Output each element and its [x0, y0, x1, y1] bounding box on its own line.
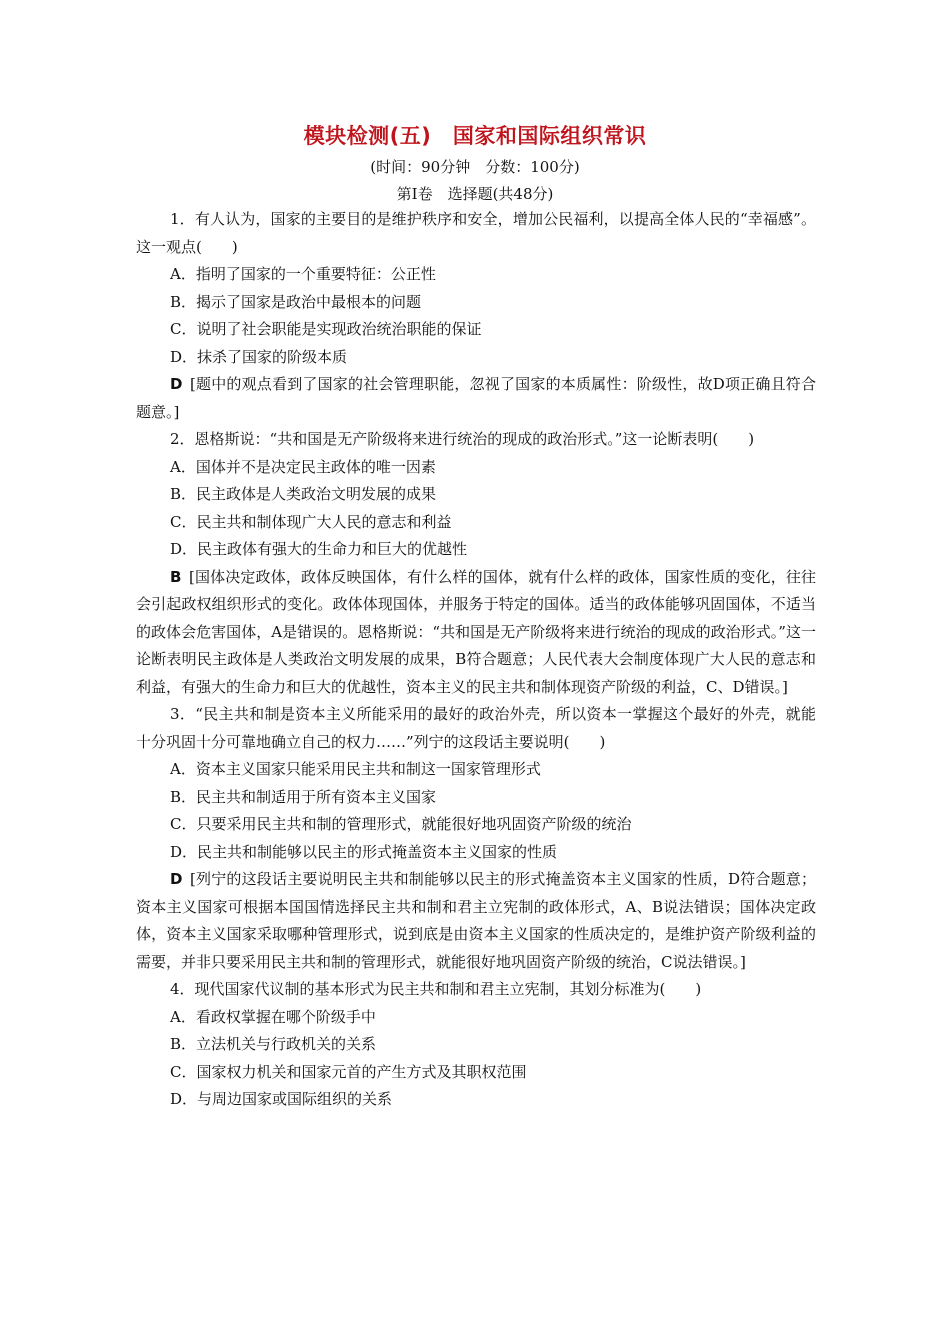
- question-stem: 1．有人认为，国家的主要目的是维护秩序和安全，增加公民福利，以提高全体人民的“幸福感”。这一观点( ): [136, 210, 816, 256]
- question-1: [136, 206, 816, 426]
- question-2: [136, 426, 816, 701]
- option-c: C．说明了社会职能是实现政治统治职能的保证: [170, 320, 482, 338]
- answer-key: D: [170, 870, 183, 888]
- answer-key: B: [170, 567, 182, 586]
- answer-explanation: [136, 371, 816, 426]
- exam-meta: (时间：90分钟 分数：100分): [370, 158, 580, 176]
- answer-explanation: [136, 564, 816, 702]
- document-title: 模块检测(五) 国家和国际组织常识: [303, 124, 647, 148]
- option-a: A．看政权掌握在哪个阶级手中: [170, 1007, 376, 1026]
- question-stem: 2．恩格斯说：“共和国是无产阶级将来进行统治的现成的政治形式。”这一论断表明( ): [170, 430, 755, 448]
- question-4: [136, 976, 816, 1114]
- option-d: D．民主共和制能够以民主的形式掩盖资本主义国家的性质: [170, 842, 558, 861]
- option-d: D．与周边国家或国际组织的关系: [170, 1090, 393, 1108]
- option-a: A．国体并不是决定民主政体的唯一因素: [170, 457, 436, 476]
- section-heading: 第Ⅰ卷 选择题(共48分): [396, 185, 554, 203]
- option-b: B．立法机关与行政机关的关系: [170, 1035, 377, 1053]
- option-b: B．民主共和制适用于所有资本主义国家: [170, 787, 437, 806]
- explanation-text: [题中的观点看到了国家的社会管理职能，忽视了国家的本质属性：阶级性，故D项正确且符合题意。]: [136, 375, 816, 421]
- answer-key: D: [170, 375, 183, 393]
- option-c: C．只要采用民主共和制的管理形式，就能很好地巩固资产阶级的统治: [170, 815, 632, 833]
- option-c: C．民主共和制体现广大人民的意志和利益: [170, 512, 452, 531]
- question-stem: 3．“民主共和制是资本主义所能采用的最好的政治外壳，所以资本一掌握这个最好的外壳，就能十分巩固十分可靠地确立自己的权力……”列宁的这段话主要说明( ): [136, 705, 816, 751]
- question-list: [136, 206, 816, 1114]
- option-c: C．国家权力机关和国家元首的产生方式及其职权范围: [170, 1062, 527, 1081]
- option-d: D．民主政体有强大的生命力和巨大的优越性: [170, 540, 468, 558]
- question-stem: 4．现代国家代议制的基本形式为民主共和制和君主立宪制，其划分标准为( ): [170, 980, 702, 998]
- option-b: B．民主政体是人类政治文明发展的成果: [170, 485, 437, 503]
- answer-explanation: [136, 866, 816, 976]
- question-3: [136, 701, 816, 976]
- option-a: A．指明了国家的一个重要特征：公正性: [170, 265, 436, 283]
- option-d: D．抹杀了国家的阶级本质: [170, 347, 348, 366]
- option-b: B．揭示了国家是政治中最根本的问题: [170, 292, 422, 311]
- explanation-text: [国体决定政体，政体反映国体，有什么样的国体，就有什么样的政体，国家性质的变化，往往会引起政权组织形式的变化。政体体现国体，并服务于特定的国体。适当的政体能够巩固国体，不适当的政体会危害国体，A是错误的。恩格斯说：“共和国是无产阶级将来进行统治的现成的政治形式。”这一论断表明民主政体是人类政治文明发展的成果，B符合题意；人民代表大会制度体现广大人民的意志和利益，有强大的生命力和巨大的优越性，资本主义的民主共和制体现资产阶级的利益，C、D错误。]: [136, 567, 816, 696]
- explanation-text: [列宁的这段话主要说明民主共和制能够以民主的形式掩盖资本主义国家的性质，D符合题意；资本主义国家可根据本国国情选择民主共和制和君主立宪制的政体形式，A、B说法错误；国体决定政体，资本主义国家采取哪种管理形式，说到底是由资本主义国家的性质决定的，是维护资产阶级利益的需要，并非只要采用民主共和制的管理形式，就能很好地巩固资产阶级的统治，C说法错误。]: [136, 870, 816, 971]
- option-a: A．资本主义国家只能采用民主共和制这一国家管理形式: [170, 760, 541, 778]
